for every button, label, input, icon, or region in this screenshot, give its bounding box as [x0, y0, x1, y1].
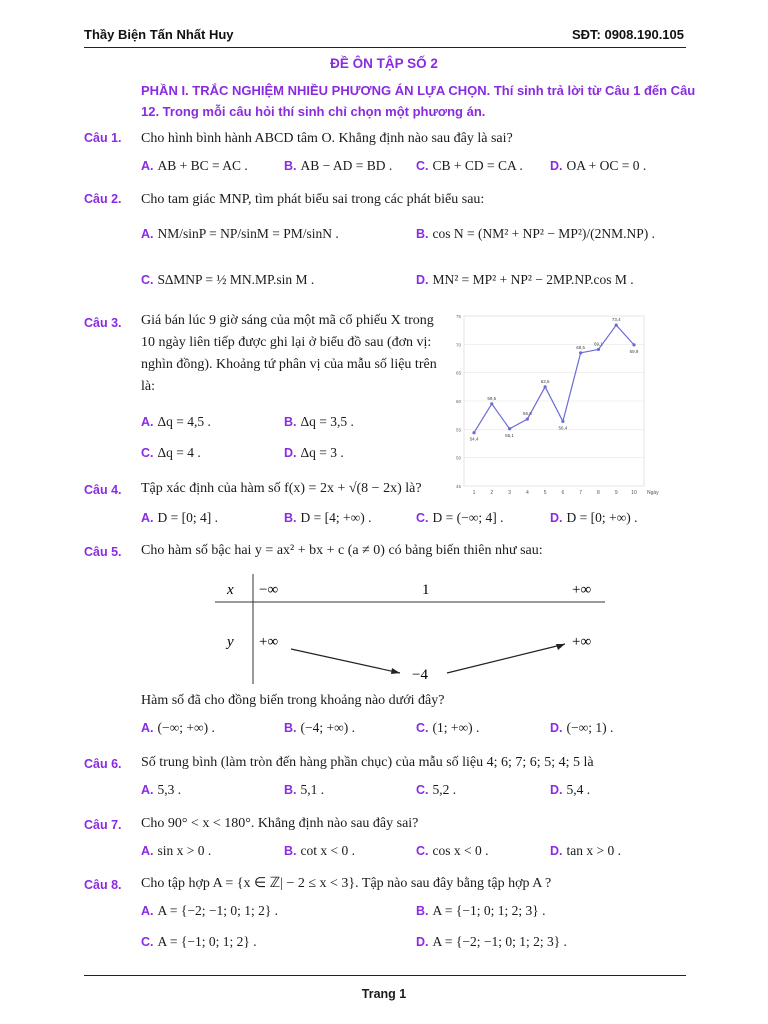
question-text: Số trung bình (làm tròn đến hàng phần chục) của mẫu số liệu 4; 6; 7; 6; 5; 4; 5 là [141, 755, 594, 770]
option-c: C. Δq = 4 . [141, 445, 201, 460]
option-a: A. sin x > 0 . [141, 843, 212, 858]
header-divider [84, 47, 686, 48]
option-b: B. cot x < 0 . [284, 843, 355, 858]
question-text: Cho hàm số bậc hai y = ax² + bx + c (a ≠ 0) có bảng biến thiên như sau: [141, 543, 543, 558]
question-text: Giá bán lúc 9 giờ sáng của một mã cổ phiếu X trong 10 ngày liên tiếp được ghi lại ở biểu đồ sau (đơn vị: nghìn đồng). Khoảng tứ phân vị của mẫu số liệu trên là: [141, 313, 437, 394]
question-text: Hàm số đã cho đồng biến trong khoảng nào dưới đây? [141, 693, 445, 708]
y-tick-label: 60 [455, 399, 461, 404]
option-a: A. Δq = 4,5 . [141, 414, 211, 429]
data-point [544, 385, 547, 388]
x-tick-label: 10 [631, 490, 637, 496]
decreasing-arrow [291, 649, 400, 673]
data-point [561, 420, 564, 423]
option-d: D. OA + OC = 0 . [550, 158, 647, 173]
x-tick-label: 5 [543, 490, 547, 496]
option-b: B. AB − AD = BD . [284, 158, 393, 173]
y-tick-label: 45 [455, 484, 461, 489]
option-d: D. tan x > 0 . [550, 843, 621, 858]
data-point [526, 418, 529, 421]
question-label: Câu 8. [84, 878, 122, 892]
x-tick-label: 2 [490, 490, 494, 496]
option-a: A. 5,3 . [141, 782, 182, 797]
option-b: B. cos N = (NM² + NP² − MP²)/(2NM.NP) . [416, 226, 655, 241]
y-tick-label: 70 [455, 342, 461, 348]
option-a: A. NM/sinP = NP/sinM = PM/sinN . [141, 226, 339, 241]
data-label: 55,1 [505, 432, 514, 438]
y-label: y [227, 634, 234, 650]
data-label: 69,1 [594, 341, 603, 347]
option-c: C. A = {−1; 0; 1; 2} . [141, 934, 257, 949]
x-tick-label: 6 [561, 490, 565, 496]
option-b: B. A = {−1; 0; 1; 2; 3} . [416, 903, 546, 918]
y-tick-label: 50 [455, 455, 461, 461]
exam-title: ĐỀ ÔN TẬP SỐ 2 [330, 56, 438, 71]
option-d: D. (−∞; 1) . [550, 720, 614, 735]
option-a: A. AB + BC = AC . [141, 158, 248, 173]
question-label: Câu 4. [84, 483, 122, 497]
question-text: Cho tập hợp A = {x ∈ ℤ| − 2 ≤ x < 3}. Tập nào sau đây bằng tập hợp A ? [141, 876, 552, 891]
x-tick-label: 9 [614, 490, 618, 496]
x-tick-label: 3 [508, 490, 511, 496]
option-c: C. CB + CD = CA . [416, 158, 523, 173]
option-a: A. D = [0; 4] . [141, 510, 218, 525]
option-b: B. Δq = 3,5 . [284, 414, 354, 429]
data-point [472, 431, 475, 434]
phone-number: SĐT: 0908.190.105 [571, 27, 684, 42]
data-point [632, 343, 635, 346]
increasing-arrow [447, 644, 565, 673]
option-c: C. S∆MNP = ½ MN.MP.sin M . [141, 272, 315, 287]
y-tick-label: 55 [455, 427, 461, 433]
y-value: −4 [412, 667, 428, 683]
option-b: B. 5,1 . [284, 782, 325, 797]
question-label: Câu 5. [84, 545, 122, 559]
data-point [508, 427, 511, 430]
x-axis-label: Ngày [647, 490, 659, 496]
teacher-name: Thầy Biện Tấn Nhất Huy [84, 27, 234, 42]
question-text: Tập xác định của hàm số f(x) = 2x + √(8 − 2x) là? [141, 481, 422, 496]
x-tick-label: 1 [472, 490, 476, 496]
option-c: C. 5,2 . [416, 782, 457, 797]
option-d: D. Δq = 3 . [284, 445, 344, 460]
question-label: Câu 6. [84, 757, 122, 771]
question-text: Cho hình bình hành ABCD tâm O. Khẳng định nào sau đây là sai? [141, 131, 513, 146]
data-point [490, 402, 493, 405]
section-instructions: PHẦN I. TRẮC NGHIỆM NHIỀU PHƯƠNG ÁN LỰA CHỌN. Thí sinh trả lời từ Câu 1 đến Câu 12. Trong mỗi câu hỏi thí sinh chỉ chọn một phương án. [141, 83, 696, 119]
option-c: C. (1; +∞) . [416, 720, 480, 735]
page-number: Trang 1 [361, 987, 407, 1001]
option-a: A. A = {−2; −1; 0; 1; 2} . [141, 903, 279, 918]
footer-divider [84, 975, 686, 976]
option-d: D. D = [0; +∞) . [550, 510, 638, 525]
arrowhead [391, 668, 400, 674]
data-label: 73,4 [611, 317, 621, 323]
question-label: Câu 7. [84, 818, 122, 832]
y-value: +∞ [259, 634, 279, 650]
option-c: C. D = (−∞; 4] . [416, 510, 504, 525]
option-b: B. (−4; +∞) . [284, 720, 355, 735]
question-text: Cho 90° < x < 180°. Khẳng định nào sau đây sai? [141, 816, 419, 831]
data-label: 59,5 [487, 395, 497, 401]
x-value: +∞ [572, 582, 592, 598]
stock-price-line-chart [448, 308, 660, 498]
option-d: D. A = {−2; −1; 0; 1; 2; 3} . [416, 934, 567, 949]
data-label: 56,8 [522, 411, 532, 417]
x-tick-label: 4 [525, 490, 529, 496]
x-value: −∞ [259, 582, 279, 598]
y-value: +∞ [572, 634, 592, 650]
option-b: B. D = [4; +∞) . [284, 510, 372, 525]
question-text: Cho tam giác MNP, tìm phát biểu sai trong các phát biểu sau: [141, 192, 485, 207]
arrowhead [556, 644, 565, 650]
x-label: x [227, 582, 234, 598]
y-tick-label: 65 [455, 370, 461, 376]
data-point [597, 348, 600, 351]
option-d: D. MN² = MP² + NP² − 2MP.NP.cos M . [416, 272, 634, 287]
data-point [579, 351, 582, 354]
variation-table [215, 574, 605, 684]
data-label: 69,9 [629, 348, 639, 354]
question-label: Câu 2. [84, 192, 122, 206]
x-tick-label: 8 [597, 490, 600, 496]
question-label: Câu 1. [84, 131, 122, 145]
question-label: Câu 3. [84, 316, 122, 330]
data-label: 68,5 [576, 344, 586, 350]
data-label: 56,4 [558, 425, 568, 431]
series-line [474, 325, 634, 433]
option-c: C. cos x < 0 . [416, 843, 489, 858]
y-tick-label: 75 [455, 314, 461, 319]
data-label: 62,5 [540, 378, 550, 384]
option-d: D. 5,4 . [550, 782, 591, 797]
data-label: 54,4 [469, 436, 479, 442]
x-value: 1 [422, 582, 430, 598]
x-tick-label: 7 [579, 490, 583, 496]
data-point [615, 323, 618, 326]
option-a: A. (−∞; +∞) . [141, 720, 215, 735]
